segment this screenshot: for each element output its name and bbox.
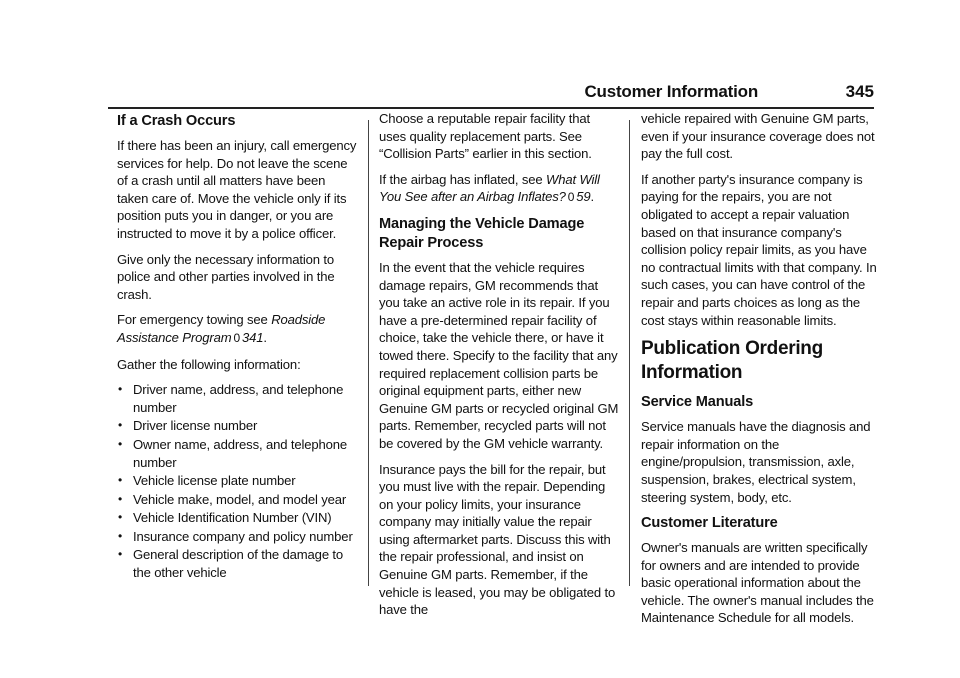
bullet-icon: •: [118, 436, 123, 451]
paragraph: Service manuals have the diagnosis and repair information on the engine/propulsion, transmission, axle, suspension, brakes, electrical system, steering system, body, etc.: [641, 419, 871, 505]
list-item-text: General description of the damage to the other vehicle: [133, 547, 344, 581]
text: .: [263, 329, 267, 345]
heading-customer-literature: Customer Literature: [641, 515, 778, 532]
column-divider-1: [368, 120, 369, 586]
paragraph-airbag: [379, 171, 619, 207]
paragraph: If another party's insurance company is paying for the repairs, you are not obligated to accept a repair valuation based on that insurance company's collision policy repair limits, as you have no contractual limits with that company. In such cases, you can have control of the repair and parts choices as long as the cost stays within reasonable limits.: [641, 171, 877, 328]
list-item: [117, 509, 357, 527]
xref-roadside-assistance[interactable]: Roadside Assistance Program: [117, 312, 326, 345]
list-item: [117, 417, 357, 435]
paragraph: Choose a reputable repair facility that uses quality replacement parts. See “Collision Parts” earlier in this section.: [379, 111, 592, 162]
header-section-title: Customer Information: [584, 82, 758, 101]
paragraph: Insurance pays the bill for the repair, but you must live with the repair. Depending on your policy limits, your insurance company may initially value the repair using aftermarket parts. Discuss this with the repair professional, and insist on Genuine GM parts. Remember, if the vehicle is leased, you may be obligated to have the: [379, 461, 616, 618]
paragraph: vehicle repaired with Genuine GM parts, even if your insurance coverage does not pay the full cost.: [641, 111, 875, 162]
list-item-text: Vehicle Identification Number (VIN): [133, 510, 332, 526]
list-item-text: Driver license number: [133, 418, 258, 434]
page-header: [108, 80, 874, 108]
bullet-icon: •: [118, 418, 123, 433]
info-list: [117, 381, 357, 582]
text: If the airbag has inflated, see: [379, 171, 546, 187]
heading-if-a-crash-occurs: If a Crash Occurs: [117, 113, 236, 129]
bullet-icon: •: [118, 528, 123, 543]
paragraph: Give only the necessary information to police and other parties involved in the crash.: [117, 251, 335, 302]
heading-managing-repair: Managing the Vehicle Damage Repair Process: [379, 215, 585, 251]
header-page-number: 345: [845, 82, 874, 101]
list-item: [117, 381, 357, 416]
list-item-text: Driver name, address, and telephone number: [133, 382, 344, 415]
column-1: [117, 110, 357, 583]
paragraph: Owner's manuals are written specifically for owners and are intended to provide basic operational information about the vehicle. The owner's manual includes the Maintenance Schedule for all models.: [641, 540, 874, 626]
page-ref-arrow-icon: 0: [567, 190, 575, 205]
paragraph: In the event that the vehicle requires damage repairs, GM recommends that you take an active role in its repair. If you have a pre-determined repair facility of choice, take the vehicle there, or have it towed there. Specify to the facility that any required replacement collision parts be original equipment parts, either new Genuine GM parts or recycled original GM parts. Remember, recycled parts will not be covered by the GM vehicle warranty.: [379, 259, 619, 451]
list-item-text: Owner name, address, and telephone number: [133, 436, 347, 470]
heading-service-manuals: Service Manuals: [641, 394, 754, 411]
bullet-icon: •: [118, 473, 123, 488]
bullet-icon: •: [118, 547, 123, 562]
list-item-text: Vehicle make, model, and model year: [133, 491, 347, 507]
list-item-text: Insurance company and policy number: [133, 528, 353, 544]
column-divider-2: [629, 120, 630, 586]
column-3: [641, 110, 881, 635]
list-item: [117, 491, 357, 509]
text: For emergency towing see: [117, 312, 272, 328]
list-item: [117, 528, 357, 546]
paragraph-towing: [117, 311, 357, 347]
list-item: [117, 472, 357, 490]
paragraph: If there has been an injury, call emergency services for help. Do not leave the scene of a crash until all matters have been taken care of. Move the vehicle only if its position puts you in danger, or you are instructed to move it by a police officer.: [117, 138, 357, 241]
bullet-icon: •: [118, 491, 123, 506]
xref-airbag-inflates[interactable]: What Will You See after an Airbag Inflates?: [379, 171, 600, 205]
header-rule: [108, 107, 874, 109]
paragraph: Gather the following information:: [117, 356, 301, 372]
page-ref-arrow-icon: 0: [233, 330, 240, 345]
bullet-icon: •: [118, 382, 123, 397]
bullet-icon: •: [118, 510, 123, 525]
text: .: [590, 189, 595, 205]
xref-page-number[interactable]: 341: [242, 329, 264, 345]
heading-publication-ordering: Publication Ordering Information: [641, 338, 823, 384]
list-item: [117, 436, 357, 471]
list-item-text: Vehicle license plate number: [133, 473, 296, 489]
xref-page-number[interactable]: 59: [576, 189, 591, 205]
column-2: [379, 110, 619, 627]
list-item: [117, 546, 357, 581]
